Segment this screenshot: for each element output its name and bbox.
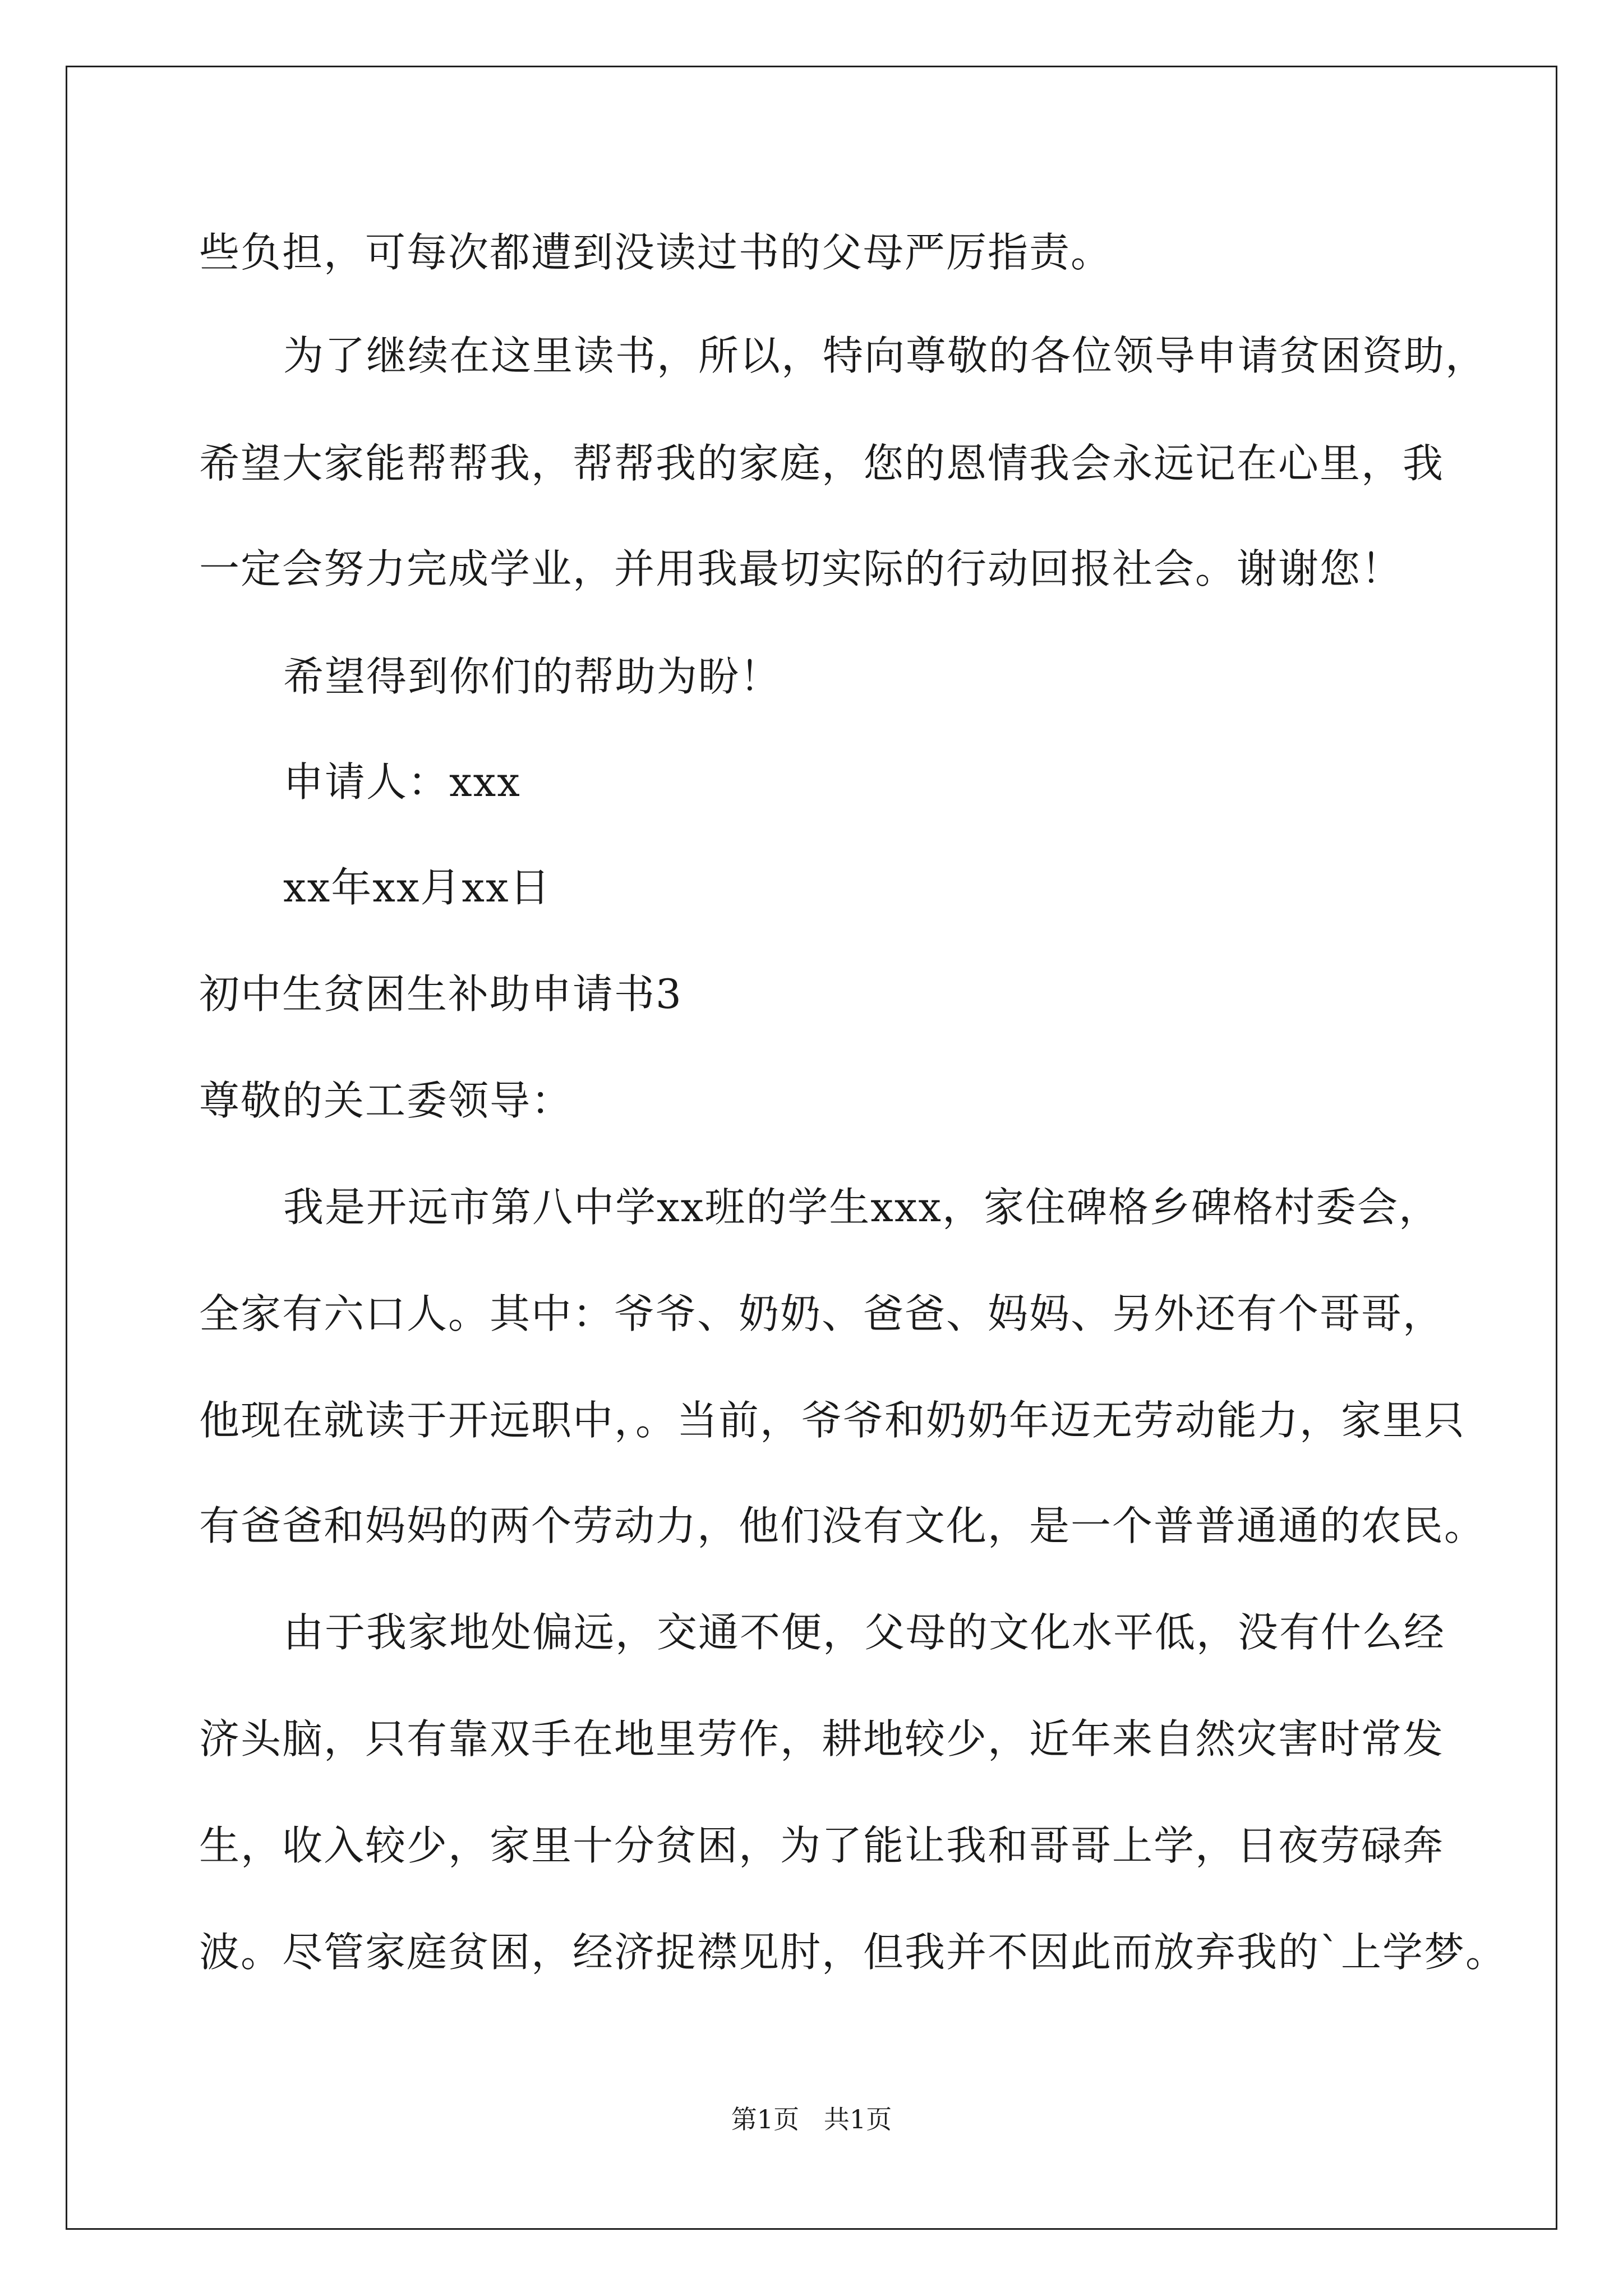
date-line: xx年xx月xx日 [283,864,551,911]
body-line-10: 我是开远市第八中学xx班的学生xxx，家住碑格乡碑格村委会， [283,1184,1441,1231]
body-line-5: 希望得到你们的帮助为盼！ [283,653,782,700]
body-line-12: 他现在就读于开远职中，。当前，爷爷和奶奶年迈无劳动能力，家里只 [199,1397,1466,1444]
page-border [66,66,1557,2230]
salutation: 尊敬的关工委领导： [199,1077,573,1124]
body-line-13: 有爸爸和妈妈的两个劳动力，他们没有文化，是一个普普通通的农民。 [199,1502,1486,1549]
body-line-3: 希望大家能帮帮我，帮帮我的家庭，您的恩情我会永远记在心里，我 [199,440,1445,487]
body-line-16: 生，收入较少，家里十分贫困，为了能让我和哥哥上学，日夜劳碌奔 [199,1822,1445,1869]
section-title: 初中生贫困生补助申请书3 [199,970,683,1018]
body-line-2: 为了继续在这里读书，所以，特向尊敬的各位领导申请贫困资助， [283,332,1487,379]
body-line-11: 全家有六口人。其中：爷爷、奶奶、爸爸、妈妈、另外还有个哥哥， [199,1290,1445,1337]
body-line-4: 一定会努力完成学业，并用我最切实际的行动回报社会。谢谢您！ [199,545,1403,592]
body-line-1: 些负担，可每次都遭到没读过书的父母严厉指责。 [199,229,1113,276]
body-line-17: 波。尽管家庭贫困，经济捉襟见肘，但我并不因此而放弃我的`上学梦。 [199,1929,1507,1976]
body-line-14: 由于我家地处偏远，交通不便，父母的文化水平低，没有什么经 [283,1609,1446,1656]
applicant-line: 申请人：xxx [283,758,521,806]
page-footer: 第1页 共1页 [731,2104,892,2134]
body-line-15: 济头脑，只有靠双手在地里劳作，耕地较少，近年来自然灾害时常发 [199,1715,1445,1763]
